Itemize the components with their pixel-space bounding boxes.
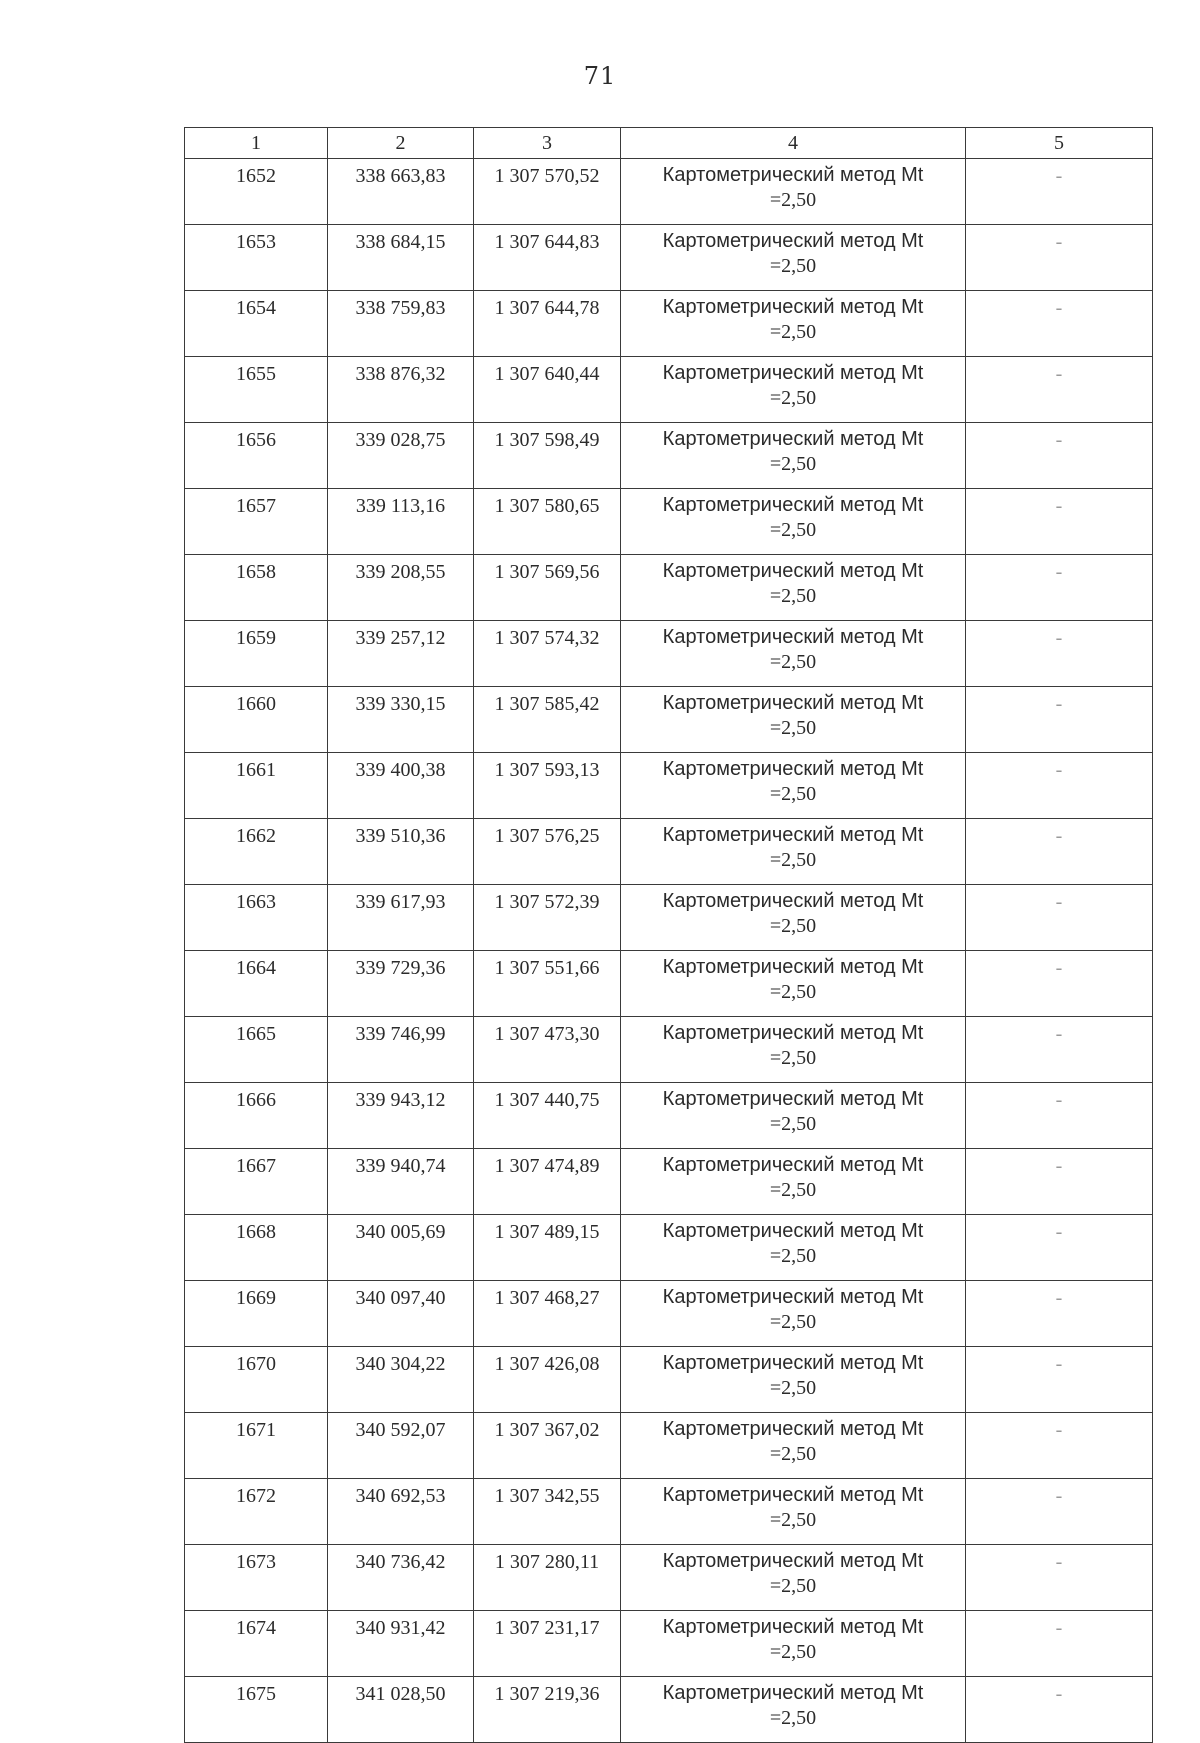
- point-number: 1667: [185, 1149, 328, 1215]
- coordinate-x: 339 208,55: [328, 555, 474, 621]
- page-number: 71: [583, 62, 617, 90]
- method-cell: [621, 753, 966, 819]
- note-cell: -: [966, 1677, 1153, 1743]
- method-accuracy: =2,50: [769, 1443, 817, 1465]
- note-cell: -: [966, 1281, 1153, 1347]
- method-cell: [621, 555, 966, 621]
- point-number: 1670: [185, 1347, 328, 1413]
- table-row: [185, 753, 1153, 819]
- note-cell: -: [966, 1479, 1153, 1545]
- coordinate-x: 339 617,93: [328, 885, 474, 951]
- note-cell: -: [966, 1611, 1153, 1677]
- coordinate-x: 339 510,36: [328, 819, 474, 885]
- method-text: Картометрический метод Mt: [662, 1616, 924, 1638]
- table-row: [185, 621, 1153, 687]
- method-text: Картометрический метод Mt: [662, 758, 924, 780]
- header-col-3: 3: [474, 128, 621, 159]
- method-accuracy: =2,50: [769, 1113, 817, 1135]
- method-accuracy: =2,50: [769, 1245, 817, 1267]
- note-cell: -: [966, 951, 1153, 1017]
- point-number: 1660: [185, 687, 328, 753]
- method-accuracy: =2,50: [769, 1047, 817, 1069]
- method-cell: [621, 1677, 966, 1743]
- coordinate-x: 339 113,16: [328, 489, 474, 555]
- table-row: [185, 1149, 1153, 1215]
- coordinate-x: 340 592,07: [328, 1413, 474, 1479]
- method-text: Картометрический метод Mt: [662, 1484, 924, 1506]
- method-cell: [621, 951, 966, 1017]
- method-accuracy: =2,50: [769, 1179, 817, 1201]
- point-number: 1674: [185, 1611, 328, 1677]
- coordinate-x: 338 759,83: [328, 291, 474, 357]
- method-accuracy: =2,50: [769, 651, 817, 673]
- table-body: [185, 159, 1153, 1743]
- point-number: 1671: [185, 1413, 328, 1479]
- coordinate-y: 1 307 570,52: [474, 159, 621, 225]
- coordinate-x: 340 304,22: [328, 1347, 474, 1413]
- coordinate-x: 339 330,15: [328, 687, 474, 753]
- coordinate-y: 1 307 572,39: [474, 885, 621, 951]
- coordinate-x: 338 684,15: [328, 225, 474, 291]
- method-text: Картометрический метод Mt: [662, 428, 924, 450]
- method-accuracy: =2,50: [769, 519, 817, 541]
- method-accuracy: =2,50: [769, 1509, 817, 1531]
- coordinate-y: 1 307 473,30: [474, 1017, 621, 1083]
- table-row: [185, 357, 1153, 423]
- table-row: [185, 225, 1153, 291]
- coordinate-x: 340 097,40: [328, 1281, 474, 1347]
- table-row: [185, 159, 1153, 225]
- method-text: Картометрический метод Mt: [662, 956, 924, 978]
- note-cell: -: [966, 885, 1153, 951]
- method-text: Картометрический метод Mt: [662, 1154, 924, 1176]
- method-cell: [621, 1347, 966, 1413]
- note-cell: -: [966, 555, 1153, 621]
- note-cell: -: [966, 621, 1153, 687]
- method-cell: [621, 1281, 966, 1347]
- coordinate-y: 1 307 219,36: [474, 1677, 621, 1743]
- note-cell: -: [966, 819, 1153, 885]
- coordinate-y: 1 307 569,56: [474, 555, 621, 621]
- point-number: 1675: [185, 1677, 328, 1743]
- coordinate-y: 1 307 585,42: [474, 687, 621, 753]
- coordinate-y: 1 307 551,66: [474, 951, 621, 1017]
- point-number: 1657: [185, 489, 328, 555]
- coordinate-y: 1 307 580,65: [474, 489, 621, 555]
- coordinate-y: 1 307 231,17: [474, 1611, 621, 1677]
- header-col-4: 4: [621, 128, 966, 159]
- coordinate-y: 1 307 489,15: [474, 1215, 621, 1281]
- header-col-5: 5: [966, 128, 1153, 159]
- header-col-1: 1: [185, 128, 328, 159]
- method-accuracy: =2,50: [769, 1311, 817, 1333]
- point-number: 1669: [185, 1281, 328, 1347]
- table-row: [185, 1017, 1153, 1083]
- method-cell: [621, 357, 966, 423]
- method-cell: [621, 1083, 966, 1149]
- method-text: Картометрический метод Mt: [662, 1352, 924, 1374]
- coordinate-y: 1 307 576,25: [474, 819, 621, 885]
- method-text: Картометрический метод Mt: [662, 1286, 924, 1308]
- coordinate-x: 338 876,32: [328, 357, 474, 423]
- method-text: Картометрический метод Mt: [662, 1220, 924, 1242]
- coordinate-x: 340 931,42: [328, 1611, 474, 1677]
- method-accuracy: =2,50: [769, 849, 817, 871]
- method-text: Картометрический метод Mt: [662, 1550, 924, 1572]
- table-row: [185, 423, 1153, 489]
- note-cell: -: [966, 489, 1153, 555]
- method-accuracy: =2,50: [769, 1707, 817, 1729]
- coordinate-x: 340 005,69: [328, 1215, 474, 1281]
- method-accuracy: =2,50: [769, 255, 817, 277]
- point-number: 1656: [185, 423, 328, 489]
- method-accuracy: =2,50: [769, 1641, 817, 1663]
- table-row: [185, 687, 1153, 753]
- table-row: [185, 555, 1153, 621]
- coordinate-x: 339 940,74: [328, 1149, 474, 1215]
- coordinate-x: 339 400,38: [328, 753, 474, 819]
- method-cell: [621, 1479, 966, 1545]
- method-accuracy: =2,50: [769, 783, 817, 805]
- note-cell: -: [966, 1545, 1153, 1611]
- method-accuracy: =2,50: [769, 981, 817, 1003]
- point-number: 1664: [185, 951, 328, 1017]
- method-text: Картометрический метод Mt: [662, 1682, 924, 1704]
- point-number: 1655: [185, 357, 328, 423]
- method-accuracy: =2,50: [769, 1575, 817, 1597]
- point-number: 1666: [185, 1083, 328, 1149]
- method-text: Картометрический метод Mt: [662, 890, 924, 912]
- table-row: [185, 489, 1153, 555]
- table-row: [185, 1083, 1153, 1149]
- point-number: 1662: [185, 819, 328, 885]
- coordinate-x: 340 736,42: [328, 1545, 474, 1611]
- note-cell: -: [966, 1347, 1153, 1413]
- note-cell: -: [966, 225, 1153, 291]
- coordinate-x: 340 692,53: [328, 1479, 474, 1545]
- point-number: 1661: [185, 753, 328, 819]
- method-accuracy: =2,50: [769, 387, 817, 409]
- method-cell: [621, 225, 966, 291]
- method-text: Картометрический метод Mt: [662, 1418, 924, 1440]
- method-cell: [621, 489, 966, 555]
- table-row: [185, 819, 1153, 885]
- note-cell: -: [966, 1017, 1153, 1083]
- coordinate-y: 1 307 474,89: [474, 1149, 621, 1215]
- method-accuracy: =2,50: [769, 1377, 817, 1399]
- table-row: [185, 1281, 1153, 1347]
- coordinate-y: 1 307 367,02: [474, 1413, 621, 1479]
- method-accuracy: =2,50: [769, 453, 817, 475]
- method-accuracy: =2,50: [769, 189, 817, 211]
- coordinate-y: 1 307 342,55: [474, 1479, 621, 1545]
- method-cell: [621, 885, 966, 951]
- coordinate-x: 341 028,50: [328, 1677, 474, 1743]
- coordinate-x: 339 257,12: [328, 621, 474, 687]
- method-cell: [621, 819, 966, 885]
- coordinate-y: 1 307 468,27: [474, 1281, 621, 1347]
- method-cell: [621, 621, 966, 687]
- method-text: Картометрический метод Mt: [662, 692, 924, 714]
- method-cell: [621, 687, 966, 753]
- method-text: Картометрический метод Mt: [662, 362, 924, 384]
- point-number: 1663: [185, 885, 328, 951]
- note-cell: -: [966, 1083, 1153, 1149]
- coordinate-y: 1 307 574,32: [474, 621, 621, 687]
- coordinate-y: 1 307 593,13: [474, 753, 621, 819]
- note-cell: -: [966, 1149, 1153, 1215]
- point-number: 1653: [185, 225, 328, 291]
- table-row: [185, 1413, 1153, 1479]
- coordinate-y: 1 307 598,49: [474, 423, 621, 489]
- method-text: Картометрический метод Mt: [662, 1088, 924, 1110]
- method-cell: [621, 159, 966, 225]
- table-row: [185, 885, 1153, 951]
- method-text: Картометрический метод Mt: [662, 296, 924, 318]
- note-cell: -: [966, 1413, 1153, 1479]
- note-cell: -: [966, 753, 1153, 819]
- coordinate-x: 339 028,75: [328, 423, 474, 489]
- coordinate-y: 1 307 644,78: [474, 291, 621, 357]
- method-cell: [621, 1611, 966, 1677]
- method-cell: [621, 423, 966, 489]
- note-cell: -: [966, 1215, 1153, 1281]
- table-row: [185, 1611, 1153, 1677]
- method-accuracy: =2,50: [769, 915, 817, 937]
- table-row: [185, 1347, 1153, 1413]
- coordinate-y: 1 307 640,44: [474, 357, 621, 423]
- point-number: 1672: [185, 1479, 328, 1545]
- table-row: [185, 951, 1153, 1017]
- method-cell: [621, 1413, 966, 1479]
- coordinates-table: [184, 127, 1153, 1743]
- point-number: 1665: [185, 1017, 328, 1083]
- note-cell: -: [966, 291, 1153, 357]
- point-number: 1652: [185, 159, 328, 225]
- coordinate-y: 1 307 644,83: [474, 225, 621, 291]
- method-accuracy: =2,50: [769, 321, 817, 343]
- method-text: Картометрический метод Mt: [662, 1022, 924, 1044]
- method-cell: [621, 291, 966, 357]
- table-row: [185, 1677, 1153, 1743]
- method-cell: [621, 1215, 966, 1281]
- coordinate-x: 339 943,12: [328, 1083, 474, 1149]
- note-cell: -: [966, 423, 1153, 489]
- method-text: Картометрический метод Mt: [662, 824, 924, 846]
- point-number: 1673: [185, 1545, 328, 1611]
- note-cell: -: [966, 357, 1153, 423]
- method-text: Картометрический метод Mt: [662, 164, 924, 186]
- point-number: 1658: [185, 555, 328, 621]
- method-cell: [621, 1149, 966, 1215]
- method-cell: [621, 1017, 966, 1083]
- header-col-2: 2: [328, 128, 474, 159]
- table-row: [185, 291, 1153, 357]
- table-row: [185, 1215, 1153, 1281]
- note-cell: -: [966, 159, 1153, 225]
- method-text: Картометрический метод Mt: [662, 560, 924, 582]
- coordinate-x: 339 729,36: [328, 951, 474, 1017]
- coordinate-x: 339 746,99: [328, 1017, 474, 1083]
- table-row: [185, 1545, 1153, 1611]
- method-text: Картометрический метод Mt: [662, 230, 924, 252]
- method-text: Картометрический метод Mt: [662, 626, 924, 648]
- method-text: Картометрический метод Mt: [662, 494, 924, 516]
- table-header-row: [185, 128, 1153, 159]
- method-accuracy: =2,50: [769, 585, 817, 607]
- point-number: 1654: [185, 291, 328, 357]
- method-accuracy: =2,50: [769, 717, 817, 739]
- coordinate-x: 338 663,83: [328, 159, 474, 225]
- point-number: 1659: [185, 621, 328, 687]
- coordinate-y: 1 307 440,75: [474, 1083, 621, 1149]
- method-cell: [621, 1545, 966, 1611]
- note-cell: -: [966, 687, 1153, 753]
- coordinate-y: 1 307 426,08: [474, 1347, 621, 1413]
- coordinate-y: 1 307 280,11: [474, 1545, 621, 1611]
- table-row: [185, 1479, 1153, 1545]
- point-number: 1668: [185, 1215, 328, 1281]
